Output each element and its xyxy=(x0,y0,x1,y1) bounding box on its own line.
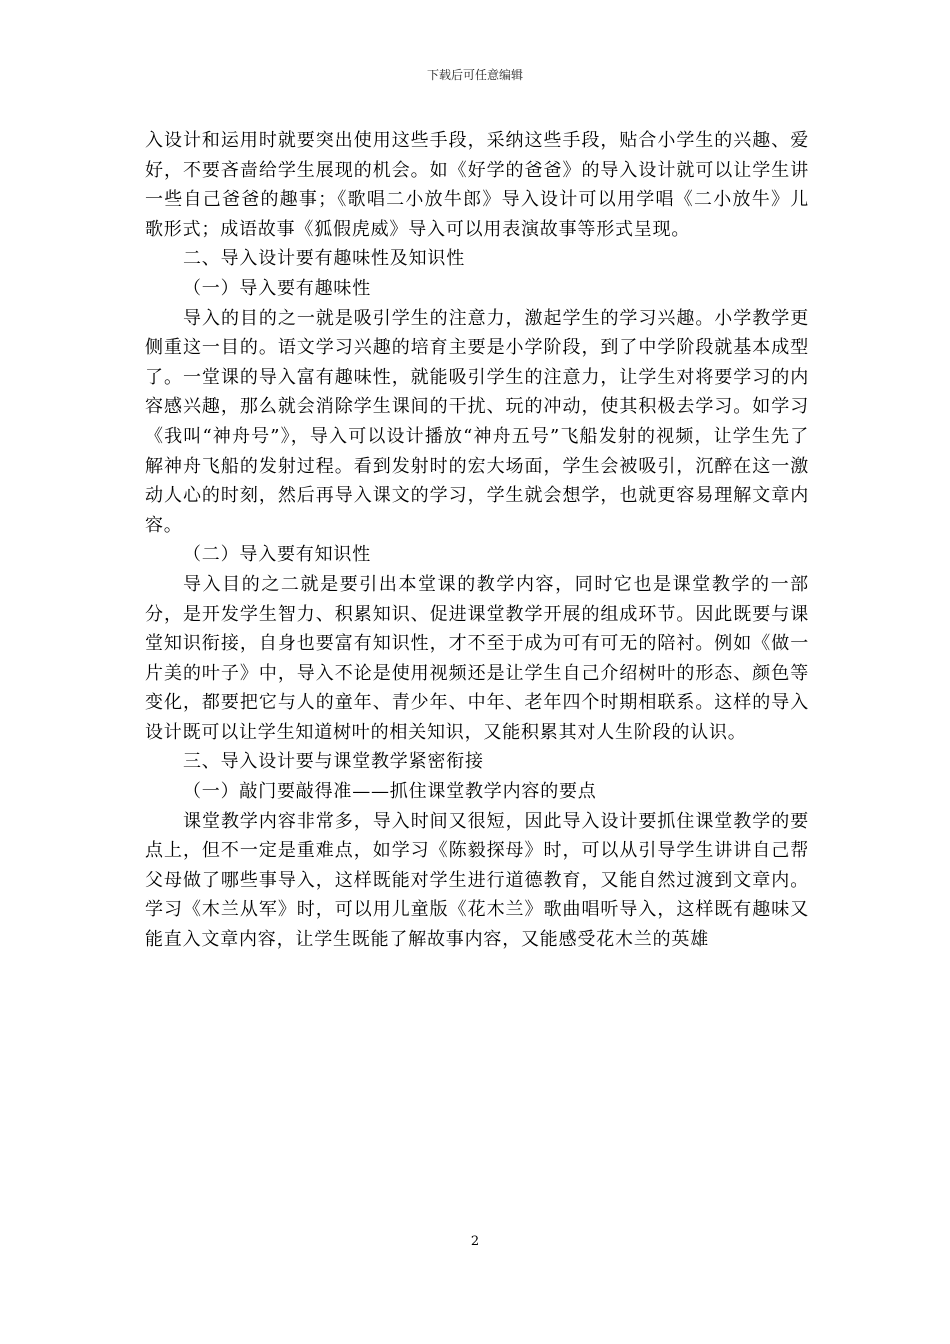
subsection-heading-interest: （一）导入要有趣味性 xyxy=(183,277,371,299)
paragraph-knowledge: 导入目的之二就是要引出本堂课的教学内容，同时它也是课堂教学的一部分，是开发学生智力、积累知识、促进课堂教学开展的组成环节。因此既要与课堂知识衔接，自身也要富有知识性，才不至于成为可有可无的陪衬。例如《做一片美的叶子》中，导入不论是使用视频还是让学生自己介绍树叶的形态、颜色等变化，都要把它与人的童年、青少年、中年、老年四个时期相联系。这样的导入设计既可以让学生知道树叶的相关知识，又能积累其对人生阶段的认识。 xyxy=(145,573,809,743)
subsection-heading-knock: （一）敲门要敲得准——抓住课堂教学内容的要点 xyxy=(183,781,597,803)
section-heading-three: 三、导入设计要与课堂教学紧密衔接 xyxy=(183,751,484,773)
page-header: 下载后可任意编辑 xyxy=(426,68,523,82)
paragraph-interest: 导入的目的之一就是吸引学生的注意力，激起学生的学习兴趣。小学教学更侧重这一目的。语文学习兴趣的培育主要是小学阶段，到了中学阶段就基本成型了。一堂课的导入富有趣味性，就能吸引学生的注意力，让学生对将要学习的内容感兴趣，那么就会消除学生课间的干扰、玩的冲动，使其积极去学习。如学习《我叫“神舟号”》，导入可以设计播放“神舟五号”飞船发射的视频，让学生先了解神舟飞船的发射过程。看到发射时的宏大场面，学生会被吸引，沉醉在这一激动人心的时刻，然后再导入课文的学习，学生就会想学，也就更容易理解文章内容。 xyxy=(145,307,809,536)
page-number: 2 xyxy=(470,1234,480,1249)
section-heading-two: 二、导入设计要有趣味性及知识性 xyxy=(183,248,465,270)
subsection-heading-knowledge: （二）导入要有知识性 xyxy=(183,544,371,566)
paragraph-knock: 课堂教学内容非常多，导入时间又很短，因此导入设计要抓住课堂教学的要点上，但不一定是重难点，如学习《陈毅探母》时，可以从引导学生讲讲自己帮父母做了哪些事导入，这样既能对学生进行道德教育，又能自然过渡到文章内。学习《木兰从军》时，可以用儿童版《花木兰》歌曲唱听导入，这样既有趣味又能直入文章内容，让学生既能了解故事内容，又能感受花木兰的英雄 xyxy=(145,810,809,951)
paragraph-continuation: 入设计和运用时就要突出使用这些手段，采纳这些手段，贴合小学生的兴趣、爱好，不要吝啬给学生展现的机会。如《好学的爸爸》的导入设计就可以让学生讲一些自己爸爸的趣事；《歌唱二小放牛郎》导入设计可以用学唱《二小放牛》儿歌形式；成语故事《狐假虎威》导入可以用表演故事等形式呈现。 xyxy=(145,130,809,240)
document-body xyxy=(145,126,809,955)
